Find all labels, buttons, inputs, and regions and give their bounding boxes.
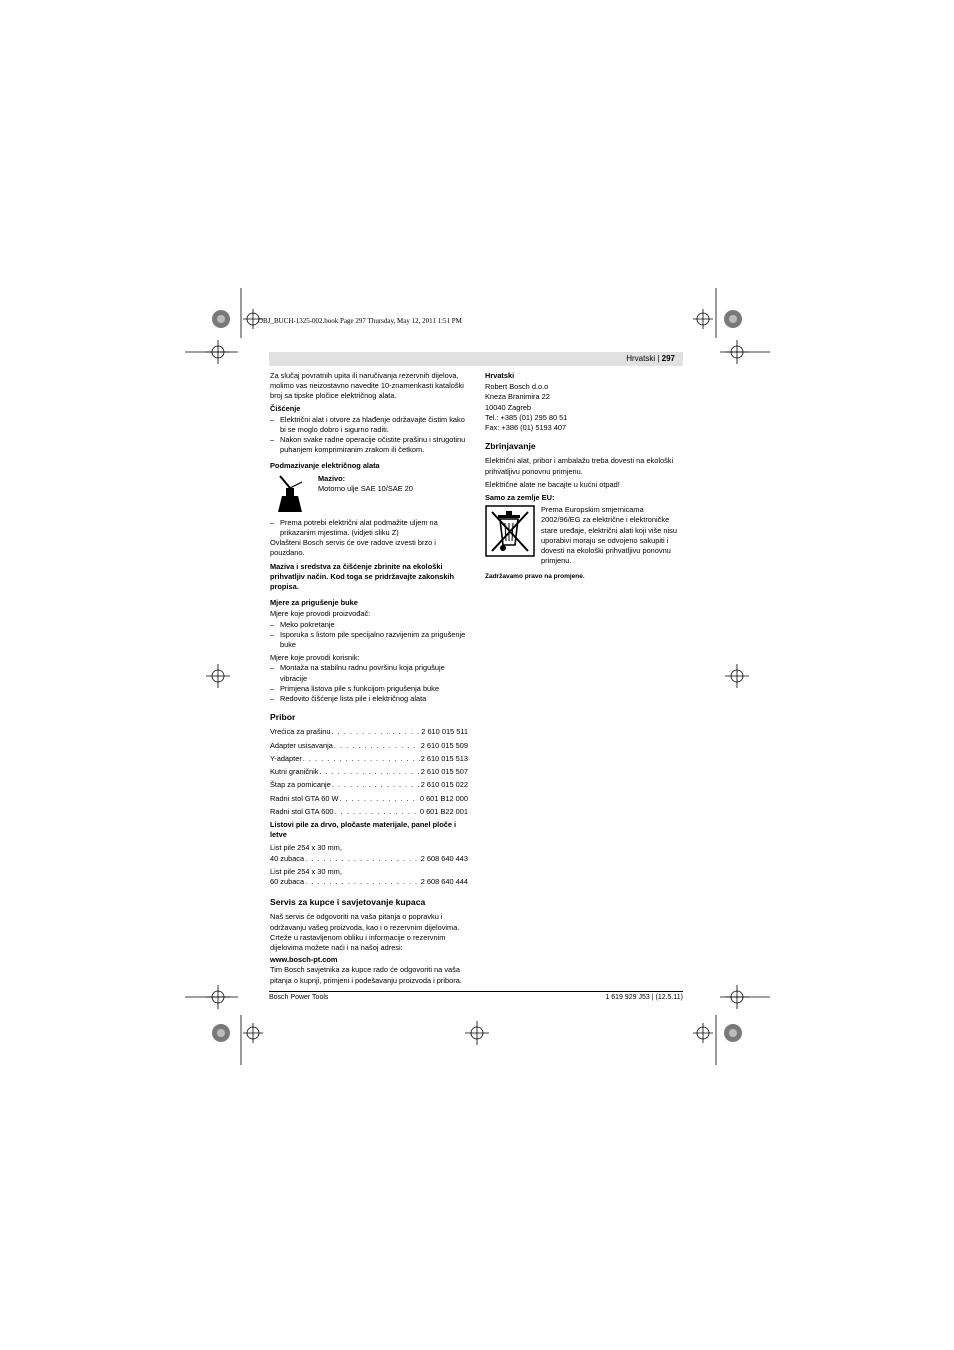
service-heading: Servis za kupce i savjetovanje kupaca (270, 897, 426, 908)
country-heading: Hrvatski (485, 371, 515, 380)
blade-row: 60 zubaca . . . 2 608 640 444 (270, 877, 468, 887)
accessory-row: Radni stol GTA 60 W . . . 0 601 B12 000 (270, 794, 468, 804)
address-line: Tel.: +385 (01) 295 80 51 (485, 412, 568, 422)
noise-user-label: Mjere koje provodi korisnik: (270, 653, 360, 663)
lube-label: Mazivo: (318, 473, 346, 483)
accessory-row: Adapter usisavanja . . . 2 610 015 509 (270, 741, 468, 751)
service-text: Naš servis će odgovoriti na vaša pitanja o popravku i održavanju vašeg proizvoda, kao i o rezervnim dijelovima. Crteže u rastavljenom obliku i informacije o rezervnim dijelovima možete naći i na našoj adresi: (270, 912, 460, 952)
list-item: – Isporuka s listom pile specijalno razvijenim za prigušenje buke (270, 629, 466, 650)
right-column (485, 371, 681, 583)
disposal-heading: Zbrinjavanje (485, 441, 536, 452)
lube-value: Motorno ulje SAE 10/SAE 20 (318, 484, 413, 494)
disposal-text-2: Električne alate ne bacajte u kućni otpad! (485, 479, 620, 489)
eu-heading: Samo za zemlje EU: (485, 493, 555, 503)
intro-text: Za slučaj povratnih upita ili naručivanja rezervnih dijelova, molimo vas neizostavno navedite 10-znamenkasti kataloški broj sa tipske pločice električnog alata. (270, 371, 464, 401)
list-item: – Meko pokretanje (270, 619, 335, 629)
cleaning-heading: Čišćenje (270, 403, 301, 413)
lube-warning: Maziva i sredstva za čišćenje zbrinite na ekološki prihvatljiv način. Kod toga se pridržavajte zakonskih propisa. (270, 561, 454, 592)
weee-block (485, 505, 681, 566)
list-item: – Prema potrebi električni alat podmažite uljem na prikazanim mjestima. (vidjeti sliku Z) (270, 517, 438, 538)
service-url[interactable]: www.bosch-pt.com (270, 955, 338, 965)
accessory-row: Radni stol GTA 600 . . . 0 601 B22 001 (270, 807, 468, 817)
lube-service-text: Ovlašteni Bosch servis će ove radove izvesti brzo i pouzdano. (270, 538, 436, 558)
blades-heading: Listovi pile za drvo, pločaste materijale, panel ploče i letve (270, 819, 457, 840)
noise-heading: Mjere za prigušenje buke (270, 598, 358, 608)
address-line: Robert Bosch d.o.o (485, 382, 549, 392)
accessories-heading: Pribor (270, 712, 296, 723)
header-separator: | (657, 354, 660, 363)
address-line: Fax: +386 (01) 5193 407 (485, 423, 567, 433)
list-item: – Montaža na stabilnu radnu površinu koja prigušuje vibracije (270, 663, 445, 683)
file-info: OBJ_BUCH-1325-002.book Page 297 Thursday, May 12, 2011 1:51 PM (258, 317, 462, 325)
blade-line: List pile 254 x 30 mm, (270, 843, 342, 853)
crossed-bin-icon (485, 505, 535, 557)
page-number: 297 (661, 354, 675, 363)
noise-maker-label: Mjere koje provodi proizvođač: (270, 609, 371, 619)
header-section: Hrvatski (626, 354, 656, 363)
list-item: – Primjena listova pile s funkcijom prigušenja buke (270, 683, 439, 693)
service-text-2: Tim Bosch savjetnika za kupce rado će odgovoriti na vaša pitanja o kupnji, primjeni i podešavanju proizvoda i pribora. (270, 965, 462, 985)
footer-rule (269, 991, 683, 992)
registration-mark-tr (693, 309, 713, 329)
lube-block (270, 474, 468, 514)
page-header (269, 352, 683, 366)
address-line: 10040 Zagreb (485, 402, 532, 412)
changes-note: Zadržavamo pravo na promjene. (485, 573, 585, 581)
list-item: – Električni alat i otvore za hlađenje održavajte čistim kako bi se moglo dobro i sigurno raditi. (270, 414, 465, 435)
blade-line: List pile 254 x 30 mm, (270, 866, 342, 876)
oil-can-icon (270, 474, 318, 514)
footer-right: 1 619 929 J53 | (12.5.11) (605, 994, 683, 1001)
disposal-text: Električni alat, pribor i ambalažu treba dovesti na ekološki prihvatljivu ponovnu primjenu. (485, 456, 674, 476)
accessory-row: Y-adapter . . . 2 610 015 513 (270, 754, 468, 764)
list-item: – Redovito čišćenje lista pile i električnog alata (270, 694, 427, 704)
accessory-row: Vrećica za prašinu . . . 2 610 015 511 (270, 727, 468, 737)
accessory-row: Kutni graničnik . . . 2 610 015 507 (270, 767, 468, 777)
accessory-row: Štap za pomicanje . . . 2 610 015 022 (270, 780, 468, 790)
blade-row: 40 zubaca . . . 2 608 640 443 (270, 854, 468, 864)
address-line: Kneza Branimira 22 (485, 392, 550, 402)
lube-heading: Podmazivanje električnog alata (270, 460, 380, 470)
list-item: – Nakon svake radne operacije očistite prašinu i strugotinu puhanjem komprimiranim zrakom ili četkom. (270, 435, 466, 455)
footer-left: Bosch Power Tools (269, 994, 329, 1001)
eu-text: Prema Europskim smjernicama 2002/96/EG za električne i elektroničke stare uređaje, električni alati koji više nisu uporabivi moraju se odvojeno sakupiti i dovesti na ekološki prihvatljivu ponovnu primjenu. (541, 505, 677, 566)
left-column (270, 371, 468, 988)
